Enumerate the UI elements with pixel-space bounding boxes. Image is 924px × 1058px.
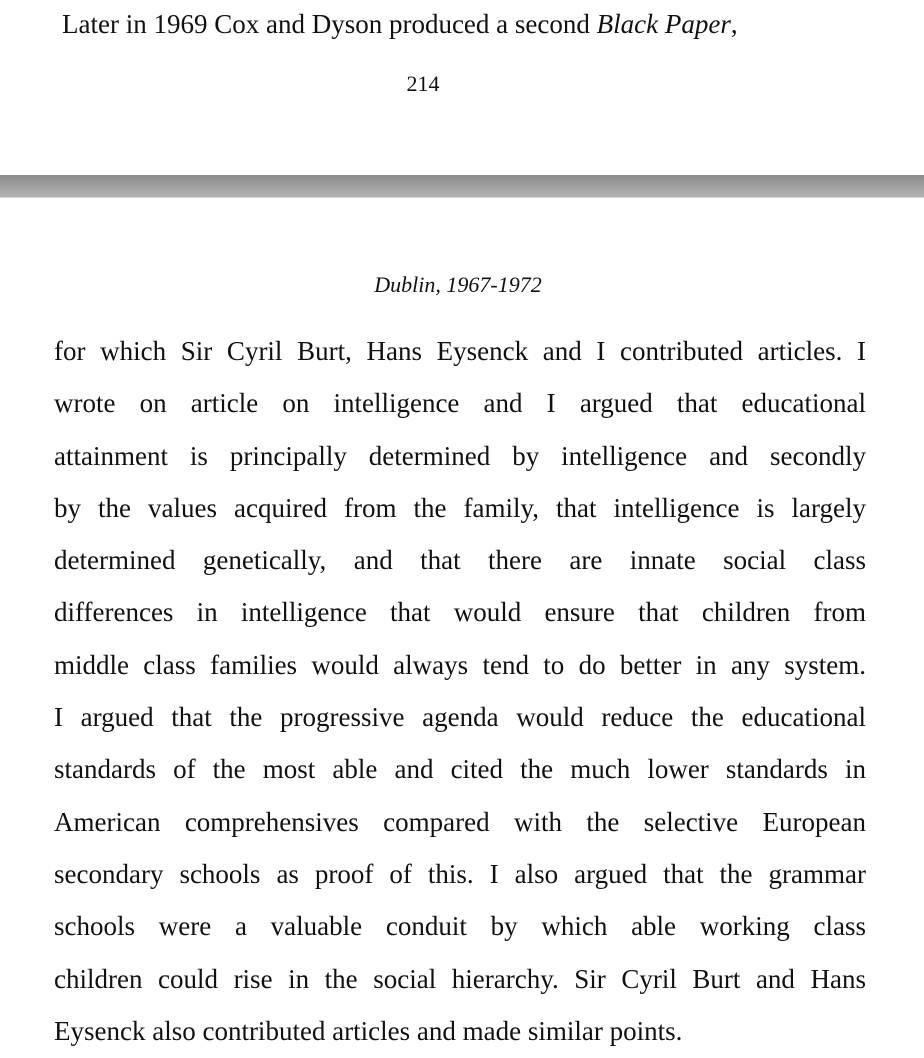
text-line: secondary schools as proof of this. I also argued that the grammar <box>54 858 866 889</box>
text-line: middle class families would always tend to do better in any system. <box>54 649 866 680</box>
text-line: differences in intelligence that would ensure that children from <box>54 597 866 628</box>
previous-page-last-line <box>62 4 738 44</box>
last-line-prefix: Later in 1969 Cox and Dyson produced a second <box>62 9 597 39</box>
page-separator <box>0 175 924 198</box>
text-line-last: Eysenck also contributed articles and made similar points. <box>54 1015 683 1046</box>
text-line: by the values acquired from the family, that intelligence is largely <box>54 492 866 523</box>
text-line: I argued that the progressive agenda would reduce the educational <box>54 702 866 733</box>
previous-page <box>0 0 924 175</box>
page-number: 214 <box>406 71 440 96</box>
text-line: schools were a valuable conduit by which able working class <box>54 911 866 942</box>
text-line: for which Sir Cyril Burt, Hans Eysenck and I contributed articles. I <box>54 336 866 366</box>
last-line-suffix: , <box>730 9 738 39</box>
current-page <box>0 198 924 1058</box>
text-line: wrote on article on intelligence and I argued that educational <box>54 388 866 419</box>
running-header: Dublin, 1967-1972 <box>374 272 542 297</box>
text-line: standards of the most able and cited the much lower standards in <box>54 754 866 785</box>
text-line: attainment is principally determined by intelligence and secondly <box>54 440 866 471</box>
text-line: determined genetically, and that there are innate social class <box>54 545 866 576</box>
body-paragraph <box>54 325 866 1057</box>
book-title-black-paper: Black Paper <box>596 9 731 39</box>
text-line: American comprehensives compared with the selective European <box>54 806 866 837</box>
text-line: children could rise in the social hierarchy. Sir Cyril Burt and Hans <box>54 963 866 994</box>
